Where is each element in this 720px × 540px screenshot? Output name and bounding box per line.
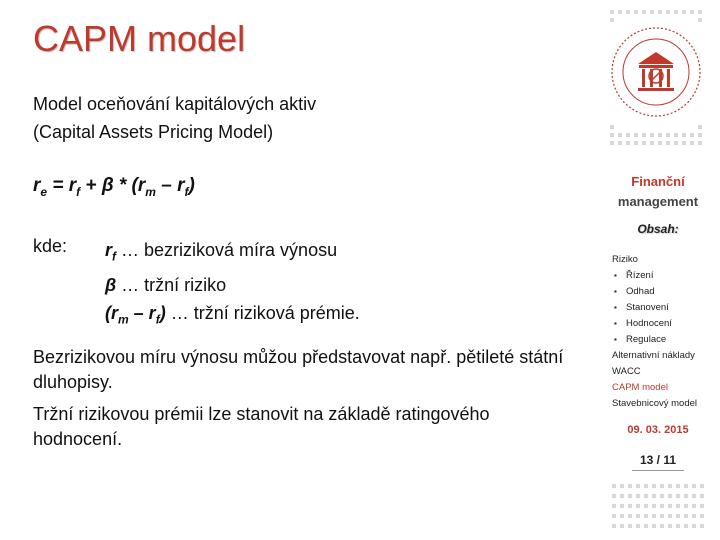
toc-item-odhad[interactable]: ▪ Odhad (612, 284, 716, 300)
toc-item-stanoveni[interactable]: ▪ Stanovení (612, 300, 716, 316)
paragraph-risk-free: Bezrizikovou míru výnosu můžou představovat např. pětileté státní dluhopisy. (33, 347, 564, 392)
bullet-icon: ▪ (614, 271, 617, 280)
slide-title: CAPM model (33, 18, 246, 59)
bullet-icon: ▪ (614, 335, 617, 344)
definitions-list (105, 236, 360, 333)
definition-beta: β … tržní riziko (105, 274, 227, 295)
paragraph-market-premium: Tržní rizikovou prémii lze stanovit na základě ratingového hodnocení. (33, 404, 490, 449)
toc-item-wacc[interactable]: WACC (612, 366, 641, 377)
bullet-icon: ▪ (614, 287, 617, 296)
toc-item-rizeni[interactable]: ▪ Řízení (612, 268, 716, 284)
contents-label: Obsah: (637, 222, 679, 236)
toc-item-riziko[interactable]: Riziko (612, 254, 638, 265)
where-label: kde: (33, 236, 68, 256)
toc-item-stavebnicovy-model[interactable]: Stavebnicový model (612, 398, 698, 409)
slide-subtitle (33, 90, 573, 146)
subtitle-line-2: (Capital Assets Pricing Model) (33, 122, 274, 142)
toc-item-hodnoceni[interactable]: ▪ Hodnocení (612, 316, 716, 332)
university-seal-logo (606, 8, 710, 153)
table-of-contents (612, 252, 716, 412)
decorative-dot-pattern (610, 482, 708, 532)
sidebar-heading-financni: Finanční (631, 174, 685, 189)
definition-market-premium: $(r_m - r_f)$ … tržní riziková prémie. (105, 302, 360, 327)
definition-risk-free: $r_f$ … bezriziková míra výnosu (105, 240, 338, 264)
divider (632, 470, 684, 471)
page-number: 13 / 11 (639, 453, 677, 467)
subtitle-line-1: Model oceňování kapitálových aktiv (33, 94, 317, 114)
slide-date: 09. 03. 2015 (627, 424, 689, 436)
toc-item-alternativni-naklady[interactable]: Alternativní náklady (612, 350, 695, 361)
toc-item-capm-model[interactable]: CAPM model (612, 382, 668, 393)
sidebar-heading-management: management (617, 194, 699, 209)
bullet-icon: ▪ (614, 303, 617, 312)
bullet-icon: ▪ (614, 319, 617, 328)
toc-item-regulace[interactable]: ▪ Regulace (612, 332, 716, 348)
capm-formula: $r_e = r_f + \beta * (r_m - r_f)$ (33, 175, 195, 199)
